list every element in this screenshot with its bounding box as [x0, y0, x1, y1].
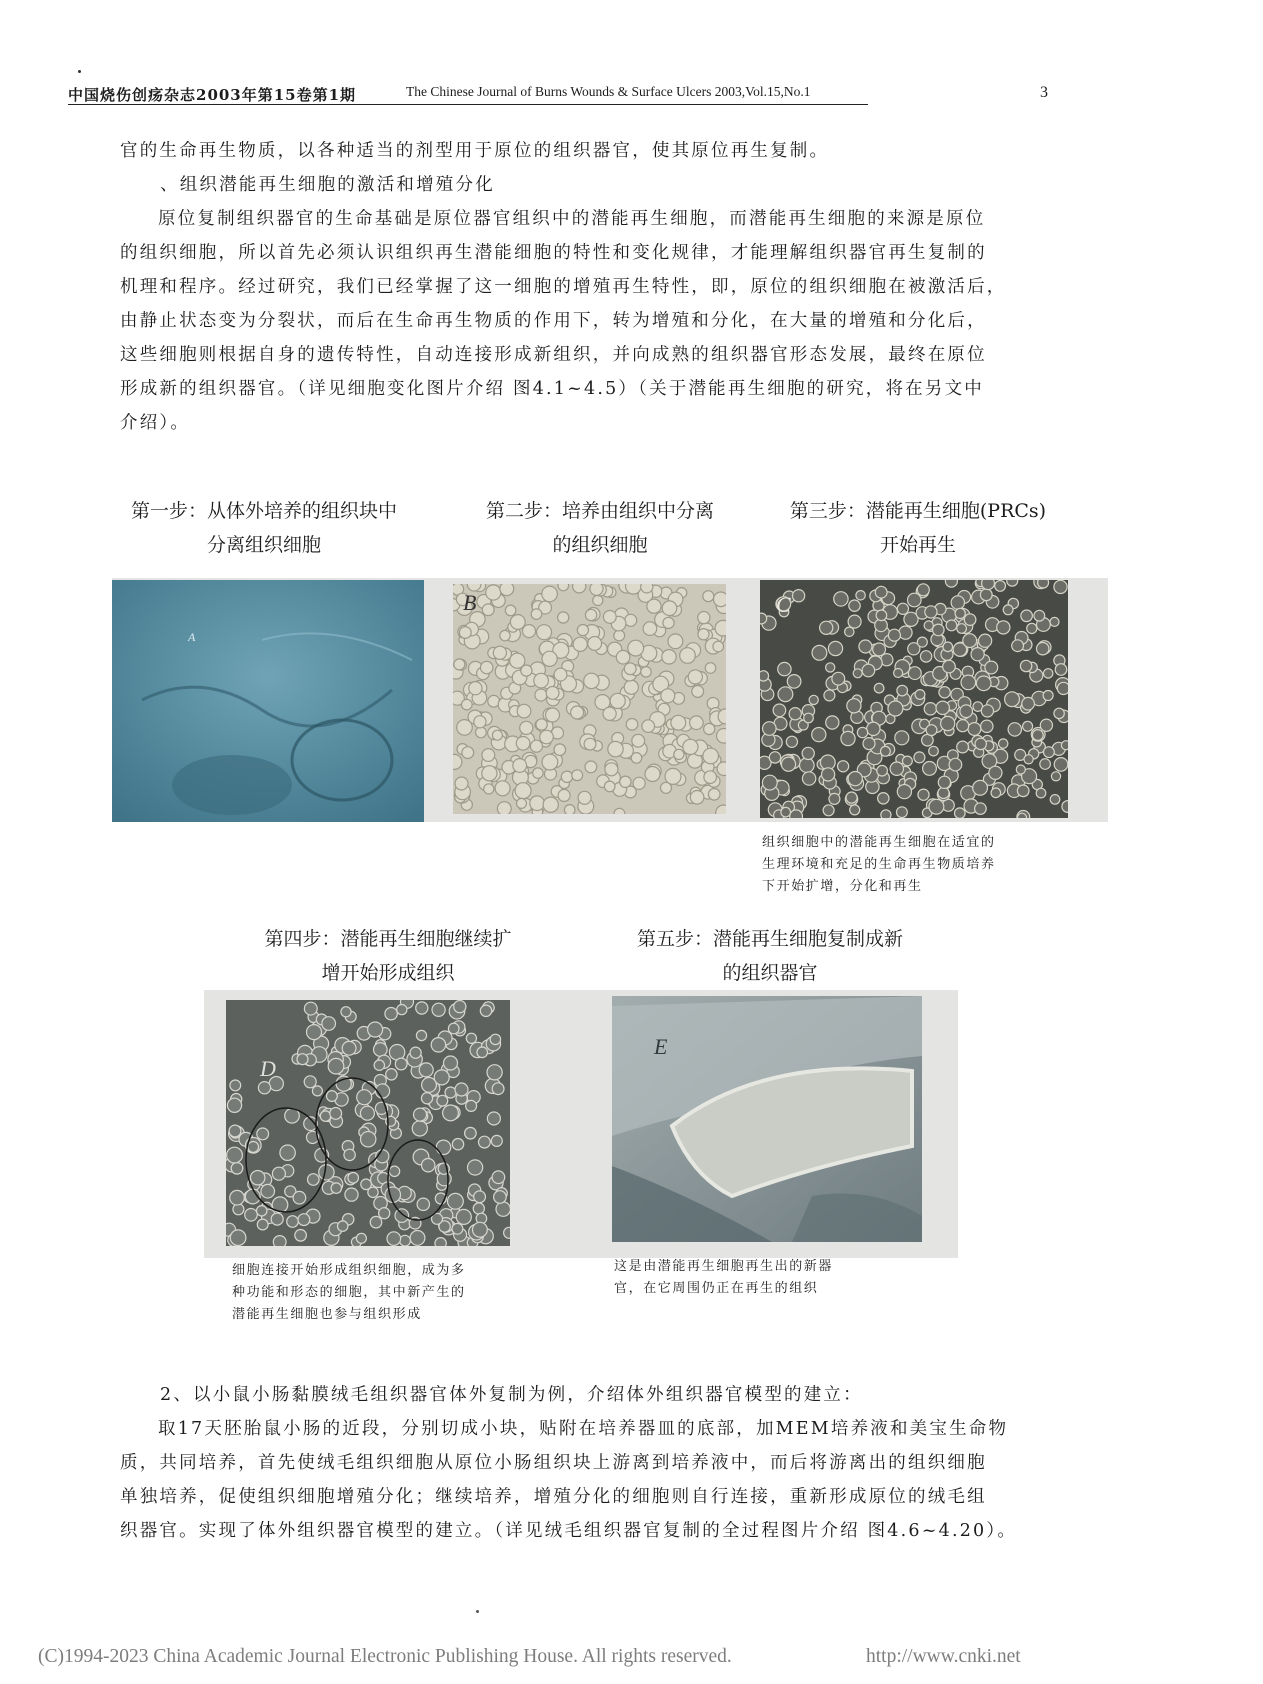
- step1-title-line2: 分离组织细胞: [206, 534, 321, 556]
- photo-d: [226, 1000, 510, 1246]
- step5-caption: [614, 1256, 833, 1300]
- step2-title-line2: 的组织细胞: [552, 534, 648, 556]
- step1-title: [104, 494, 424, 562]
- step3-title-line2: 开始再生: [879, 534, 956, 556]
- step5-caption-line: 这是由潜能再生细胞再生出的新器: [614, 1259, 834, 1274]
- footer-url[interactable]: http://www.cnki.net: [866, 1646, 1021, 1667]
- photo-b: [453, 584, 726, 814]
- paragraph-line: 织器官。实现了体外组织器官模型的建立。（详见绒毛组织器官复制的全过程图片介绍 图4.6~4.20）。: [120, 1521, 1018, 1541]
- step5-title: [600, 922, 940, 990]
- step5-title-line2: 的组织器官: [722, 962, 818, 984]
- photo-e-image: [612, 996, 922, 1242]
- paragraph-line: 由静止状态变为分裂状，而后在生命再生物质的作用下，转为增殖和分化，在大量的增殖和分化后，: [120, 311, 987, 331]
- step3-caption: [762, 832, 996, 898]
- section-heading: 2、以小鼠小肠黏膜绒毛组织器官体外复制为例，介绍体外组织器官模型的建立：: [160, 1385, 863, 1405]
- page-number: 3: [1040, 84, 1048, 101]
- step5-title-line1: 第五步：潜能再生细胞复制成新: [636, 928, 903, 950]
- dot-mark: [476, 1610, 479, 1613]
- step3-caption-line: 组织细胞中的潜能再生细胞在适宜的: [762, 835, 996, 850]
- step4-title-line1: 第四步：潜能再生细胞继续扩: [264, 928, 512, 950]
- paragraph-line: 取17天胚胎鼠小肠的近段，分别切成小块，贴附在培养器皿的底部，加MEM培养液和美宝生命物: [158, 1419, 1009, 1439]
- journal-title-cn: 中国烧伤创疡杂志2003年第15卷第1期: [68, 86, 357, 104]
- photo-d-letter: D: [260, 1056, 276, 1081]
- step4-caption-line: 种功能和形态的细胞，其中新产生的: [232, 1285, 466, 1300]
- paragraph-line: 机理和程序。经过研究，我们已经掌握了这一细胞的增殖再生特性，即，原位的组织细胞在被激活后，: [120, 277, 1007, 297]
- photo-a: [112, 580, 424, 822]
- paragraph-line: 原位复制组织器官的生命基础是原位器官组织中的潜能再生细胞，而潜能再生细胞的来源是原位: [158, 209, 986, 229]
- paragraph-line: 官的生命再生物质，以各种适当的剂型用于原位的组织器官，使其原位再生复制。: [120, 141, 830, 161]
- header-rule: [68, 104, 868, 105]
- step3-title-line1: 第三步：潜能再生细胞(PRCs): [789, 500, 1047, 522]
- step2-title: [455, 494, 745, 562]
- photo-a-letter: A: [188, 630, 196, 644]
- photo-c-letter: C: [776, 592, 791, 617]
- paragraph-line: 形成新的组织器官。（详见细胞变化图片介绍 图4.1~4.5）（关于潜能再生细胞的研究，将在另文中: [120, 379, 984, 399]
- paragraph-line: 质，共同培养，首先使绒毛组织细胞从原位小肠组织块上游离到培养液中，而后将游离出的组织细胞: [120, 1453, 987, 1473]
- journal-title-en: The Chinese Journal of Burns Wounds & Surface Ulcers 2003,Vol.15,No.1: [406, 84, 811, 99]
- step3-caption-line: 生理环境和充足的生命再生物质培养: [762, 857, 996, 872]
- step5-caption-line: 官，在它周围仍正在再生的组织: [614, 1281, 819, 1296]
- photo-d-image: [226, 1000, 510, 1246]
- step4-title: [218, 922, 558, 990]
- photo-b-letter: B: [463, 590, 477, 615]
- section-heading: 、组织潜能再生细胞的激活和增殖分化: [160, 175, 495, 195]
- step3-title: [758, 494, 1078, 562]
- photo-b-image: [453, 584, 726, 814]
- step1-title-line1: 第一步：从体外培养的组织块中: [130, 500, 397, 522]
- paragraph-line: 这些细胞则根据自身的遗传特性，自动连接形成新组织，并向成熟的组织器官形态发展，最终在原位: [120, 345, 987, 365]
- photo-a-image: [112, 580, 424, 822]
- paragraph-line: 的组织细胞，所以首先必须认识组织再生潜能细胞的特性和变化规律，才能理解组织器官再生复制的: [120, 243, 987, 263]
- paragraph-line: 介绍）。: [120, 413, 191, 433]
- paragraph-line: 单独培养，促使组织细胞增殖分化；继续培养，增殖分化的细胞则自行连接，重新形成原位的绒毛组: [120, 1487, 987, 1507]
- step3-caption-line: 下开始扩增，分化和再生: [762, 879, 923, 894]
- photo-e-letter: E: [654, 1034, 668, 1059]
- step2-title-line1: 第二步：培养由组织中分离: [485, 500, 714, 522]
- step4-caption: [232, 1260, 466, 1326]
- step4-title-line2: 增开始形成组织: [321, 962, 455, 984]
- photo-c-image: [760, 580, 1068, 818]
- step4-caption-line: 潜能再生细胞也参与组织形成: [232, 1307, 422, 1322]
- photo-e: [612, 996, 922, 1242]
- dot-mark: [78, 70, 81, 73]
- step4-caption-line: 细胞连接开始形成组织细胞，成为多: [232, 1263, 466, 1278]
- photo-c: [760, 580, 1068, 818]
- footer-copyright: (C)1994-2023 China Academic Journal Electronic Publishing House. All rights reserved.: [38, 1646, 732, 1667]
